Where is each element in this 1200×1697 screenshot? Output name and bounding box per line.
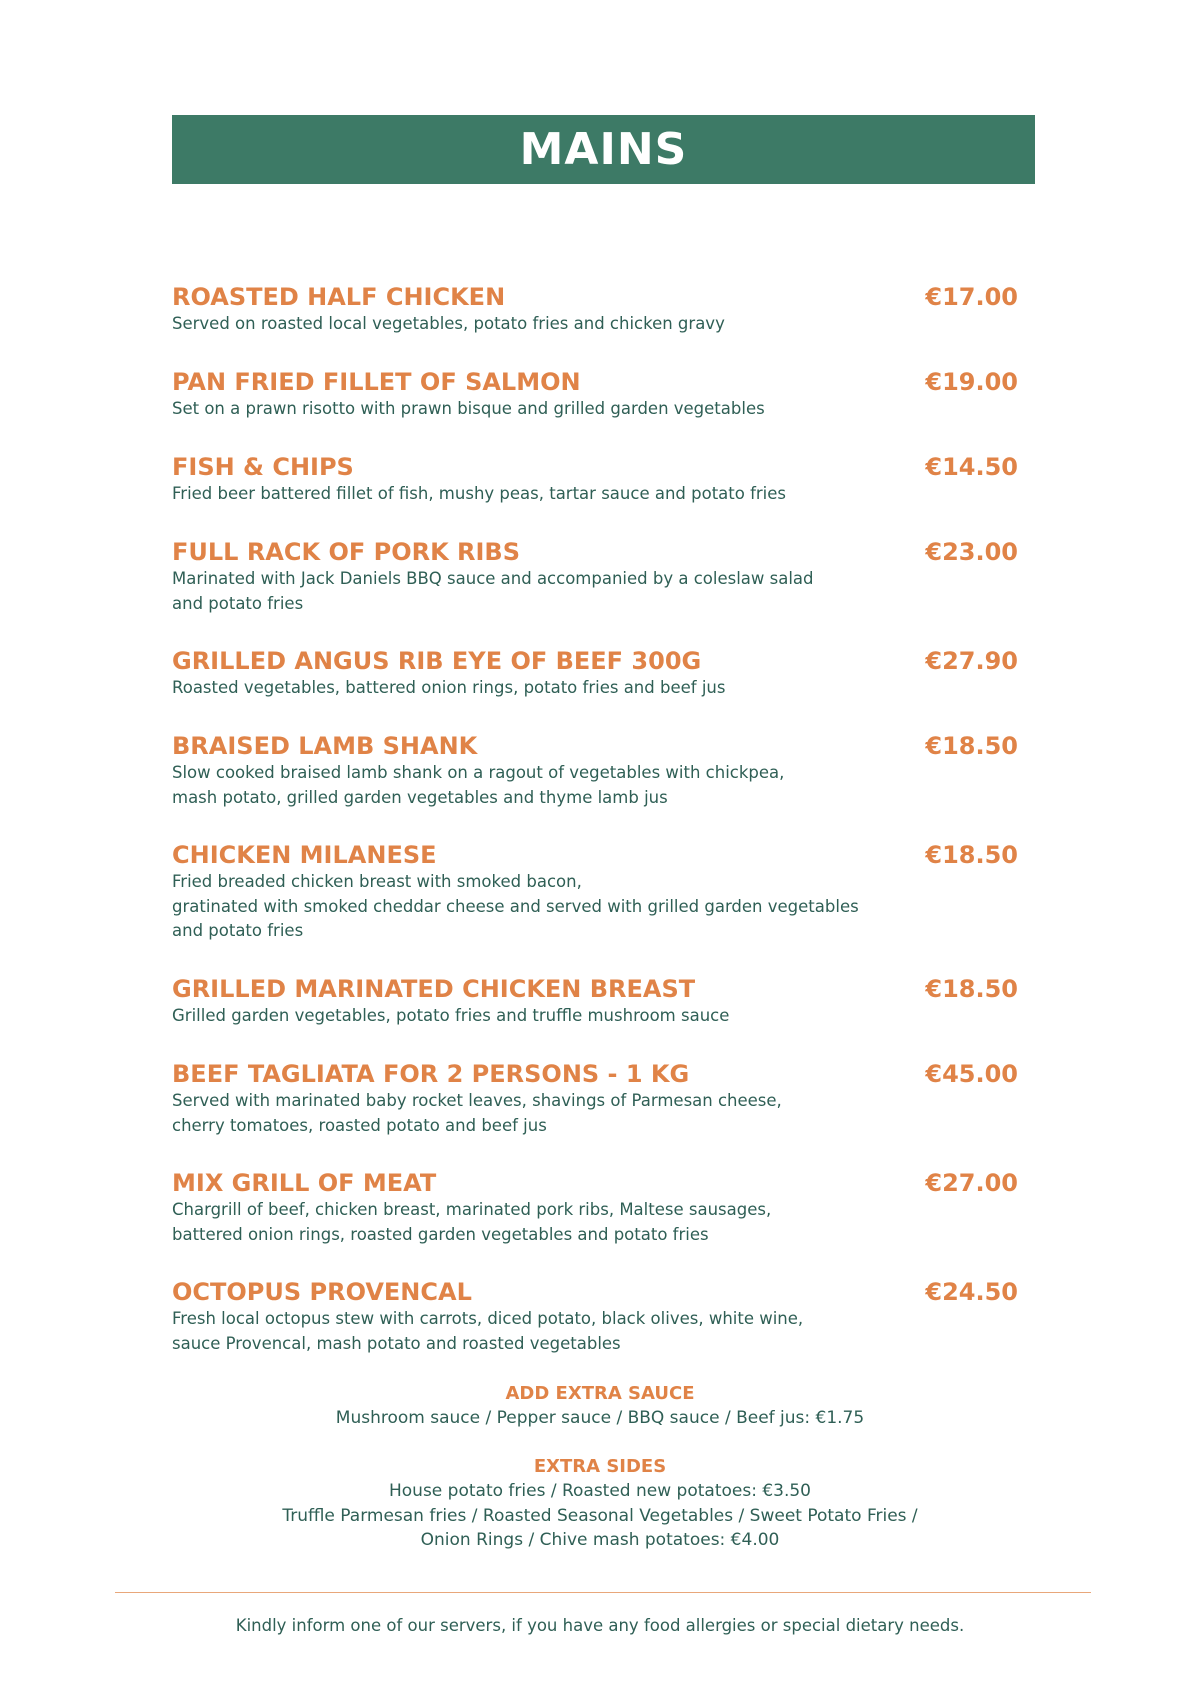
- extra-sauce-line: Mushroom sauce / Pepper sauce / BBQ sauce / Beef jus: €1.75: [335, 1408, 865, 1428]
- description-line: battered onion rings, roasted garden vegetables and potato fries: [172, 1224, 709, 1244]
- footer-divider: [115, 1592, 1091, 1593]
- description-line: Served on roasted local vegetables, potato fries and chicken gravy: [172, 314, 725, 333]
- menu-item-name: FULL RACK OF PORK RIBS: [172, 538, 521, 566]
- menu-item-description: [172, 761, 784, 810]
- menu-item-name: PAN FRIED FILLET OF SALMON: [172, 368, 581, 396]
- menu-item-name: OCTOPUS PROVENCAL: [172, 1278, 472, 1306]
- description-line: Fresh local octopus stew with carrots, diced potato, black olives, white wine,: [172, 1309, 804, 1328]
- extra-sides-line: Onion Rings / Chive mash potatoes: €4.00: [420, 1530, 780, 1550]
- extra-sides-title: EXTRA SIDES: [533, 1456, 667, 1477]
- menu-item-description: [172, 1089, 782, 1138]
- extra-sauce-section: [0, 1382, 1200, 1431]
- menu-item-description: [172, 1004, 729, 1029]
- description-line: Marinated with Jack Daniels BBQ sauce and accompanied by a coleslaw salad: [172, 569, 814, 588]
- description-line: cherry tomatoes, roasted potato and beef jus: [172, 1115, 547, 1135]
- description-line: gratinated with smoked cheddar cheese and served with grilled garden vegetables: [172, 896, 859, 916]
- menu-item-name: FISH & CHIPS: [172, 453, 354, 481]
- menu-item-description: [172, 676, 725, 701]
- menu-item-description: [172, 1198, 771, 1247]
- menu-item-price: €17.00: [925, 283, 1018, 311]
- menu-item-price: €24.50: [925, 1278, 1018, 1306]
- description-line: and potato fries: [172, 593, 304, 613]
- description-line: and potato fries: [172, 921, 304, 940]
- menu-item-price: €18.50: [925, 841, 1018, 869]
- menu-item-price: €27.90: [925, 647, 1018, 675]
- menu-item-name: GRILLED ANGUS RIB EYE OF BEEF 300G: [172, 647, 702, 675]
- menu-item-price: €18.50: [925, 732, 1018, 760]
- menu-item-price: €23.00: [925, 538, 1018, 566]
- menu-item-description: [172, 1307, 803, 1356]
- menu-item-price: €27.00: [925, 1169, 1018, 1197]
- description-line: sauce Provencal, mash potato and roasted vegetables: [172, 1333, 621, 1353]
- description-line: Grilled garden vegetables, potato fries and truffle mushroom sauce: [172, 1006, 730, 1025]
- menu-item-name: GRILLED MARINATED CHICKEN BREAST: [172, 975, 696, 1003]
- extra-sides-section: [0, 1455, 1200, 1553]
- menu-item-name: ROASTED HALF CHICKEN: [172, 283, 506, 311]
- extra-sides-line: House potato fries / Roasted new potatoes: €3.50: [388, 1481, 811, 1501]
- extra-sauce-title: ADD EXTRA SAUCE: [505, 1383, 695, 1404]
- menu-item-description: [172, 870, 859, 944]
- description-line: Fried beer battered fillet of fish, mushy peas, tartar sauce and potato fries: [172, 484, 787, 503]
- description-line: Set on a prawn risotto with prawn bisque and grilled garden vegetables: [172, 399, 765, 418]
- description-line: Served with marinated baby rocket leaves, shavings of Parmesan cheese,: [172, 1091, 782, 1110]
- menu-item-description: [172, 397, 765, 422]
- menu-item-name: BEEF TAGLIATA FOR 2 PERSONS - 1 KG: [172, 1060, 690, 1088]
- menu-item-description: [172, 567, 814, 616]
- menu-item-price: €45.00: [925, 1060, 1018, 1088]
- menu-item-price: €14.50: [925, 453, 1018, 481]
- menu-item-description: [172, 482, 786, 507]
- menu-item-name: BRAISED LAMB SHANK: [172, 732, 478, 760]
- page-title: MAINS: [519, 124, 688, 175]
- menu-item-description: [172, 312, 725, 337]
- description-line: Chargrill of beef, chicken breast, marinated pork ribs, Maltese sausages,: [172, 1200, 772, 1219]
- allergy-notice: Kindly inform one of our servers, if you have any food allergies or special dietary needs.: [235, 1616, 965, 1635]
- description-line: Fried breaded chicken breast with smoked bacon,: [172, 872, 582, 891]
- extra-sides-line: Truffle Parmesan fries / Roasted Seasonal Vegetables / Sweet Potato Fries /: [282, 1505, 918, 1526]
- menu-item-price: €19.00: [925, 368, 1018, 396]
- description-line: Roasted vegetables, battered onion rings, potato fries and beef jus: [172, 678, 726, 697]
- description-line: Slow cooked braised lamb shank on a ragout of vegetables with chickpea,: [172, 763, 785, 782]
- mains-banner: [172, 115, 1035, 184]
- description-line: mash potato, grilled garden vegetables and thyme lamb jus: [172, 787, 668, 807]
- menu-item-name: MIX GRILL OF MEAT: [172, 1169, 437, 1197]
- menu-item-name: CHICKEN MILANESE: [172, 841, 437, 869]
- menu-item-price: €18.50: [925, 975, 1018, 1003]
